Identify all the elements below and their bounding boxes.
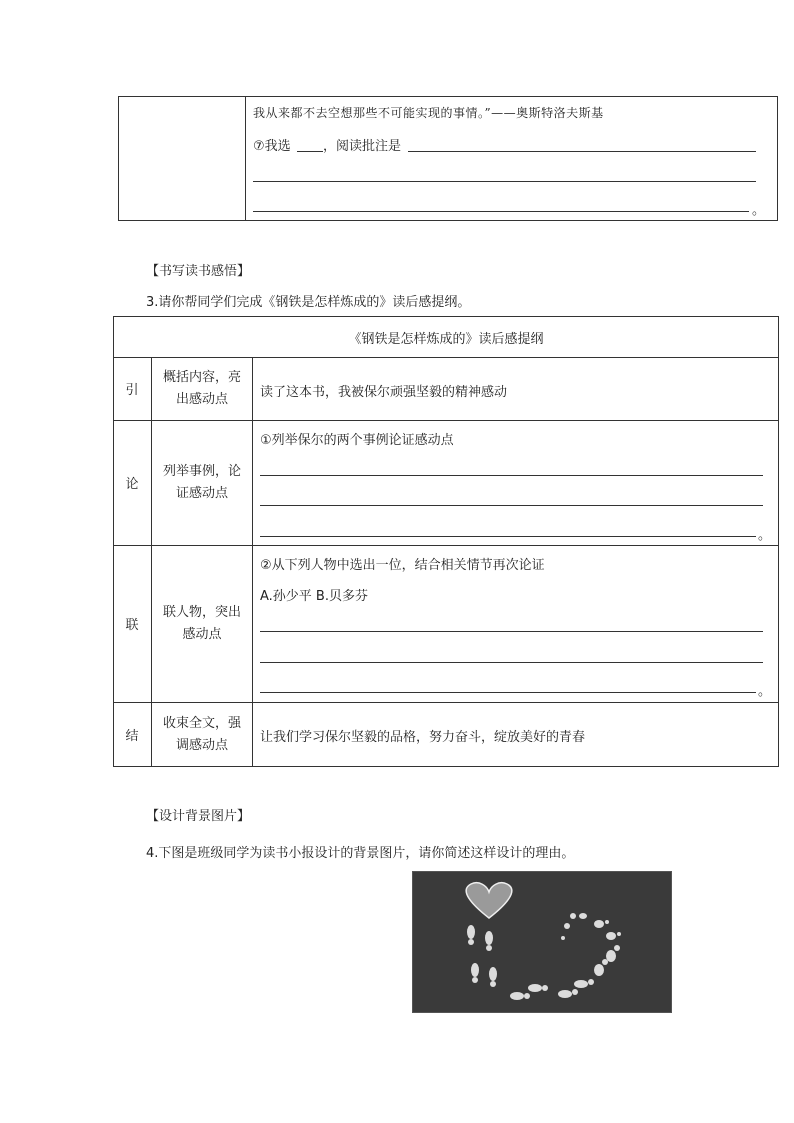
quote-text: 我从来都不去空想那些不可能实现的事情。”——奥斯特洛夫斯基 [253,106,604,120]
row-key-lun: 论 [125,477,139,492]
footprints-heart-illustration [413,872,671,1012]
lian-answer-line-1[interactable] [260,631,763,632]
outline-table-title: 《钢铁是怎样炼成的》读后感提纲 [348,331,544,347]
item7-mid: ，阅读批注是 [323,139,402,154]
col-sep-2 [252,357,253,767]
section3-question: 3.请你帮同学们完成《钢铁是怎样炼成的》读后感提纲。 [146,295,471,310]
row-key-jie: 结 [125,729,139,744]
row-content-yin: 读了这本书，我被保尔顽强坚毅的精神感动 [260,385,508,400]
section3-heading: 【书写读书感悟】 [146,264,251,279]
item7-answer-line-2[interactable] [253,181,756,182]
lian-end-mark: 。 [758,684,772,699]
top-table-divider [245,96,246,221]
lun-answer-line-1[interactable] [260,475,763,476]
lun-answer-line-3[interactable] [260,536,756,537]
lun-answer-line-2[interactable] [260,505,763,506]
row-label-jie: 收束全文，强调感动点 [162,715,241,753]
row-label-yin: 概括内容，亮出感动点 [162,369,241,407]
col-sep-1 [151,357,152,767]
item7-choice-blank[interactable] [297,151,323,152]
lian-answer-line-3[interactable] [260,692,756,693]
item7-end-mark: 。 [752,203,766,218]
row-content-jie: 让我们学习保尔坚毅的品格，努力奋斗，绽放美好的青春 [260,730,586,745]
footprint-trail-icon [467,913,621,1000]
row-options-lian: A.孙少平 B.贝多芬 [260,589,368,604]
row-content-lun: ①列举保尔的两个事例论证感动点 [260,433,454,448]
item7-answer-line-3[interactable] [253,211,749,212]
section4-question: 4.下图是班级同学为读书小报设计的背景图片，请你简述这样设计的理由。 [146,846,575,861]
heart-icon [466,883,512,918]
row-key-yin: 引 [125,383,139,398]
row-label-lun: 列举事例，论证感动点 [162,463,241,501]
background-design-image [412,871,672,1013]
row-content-lian: ②从下列人物中选出一位，结合相关情节再次论证 [260,558,545,573]
row-label-lian: 联人物，突出感动点 [162,604,241,642]
row-key-lian: 联 [125,618,139,633]
item7-answer-line-1[interactable] [408,151,756,152]
lian-answer-line-2[interactable] [260,662,763,663]
section4-heading: 【设计背景图片】 [146,809,251,824]
lun-end-mark: 。 [758,528,772,543]
item7-prefix: ⑦我选 [253,139,291,154]
